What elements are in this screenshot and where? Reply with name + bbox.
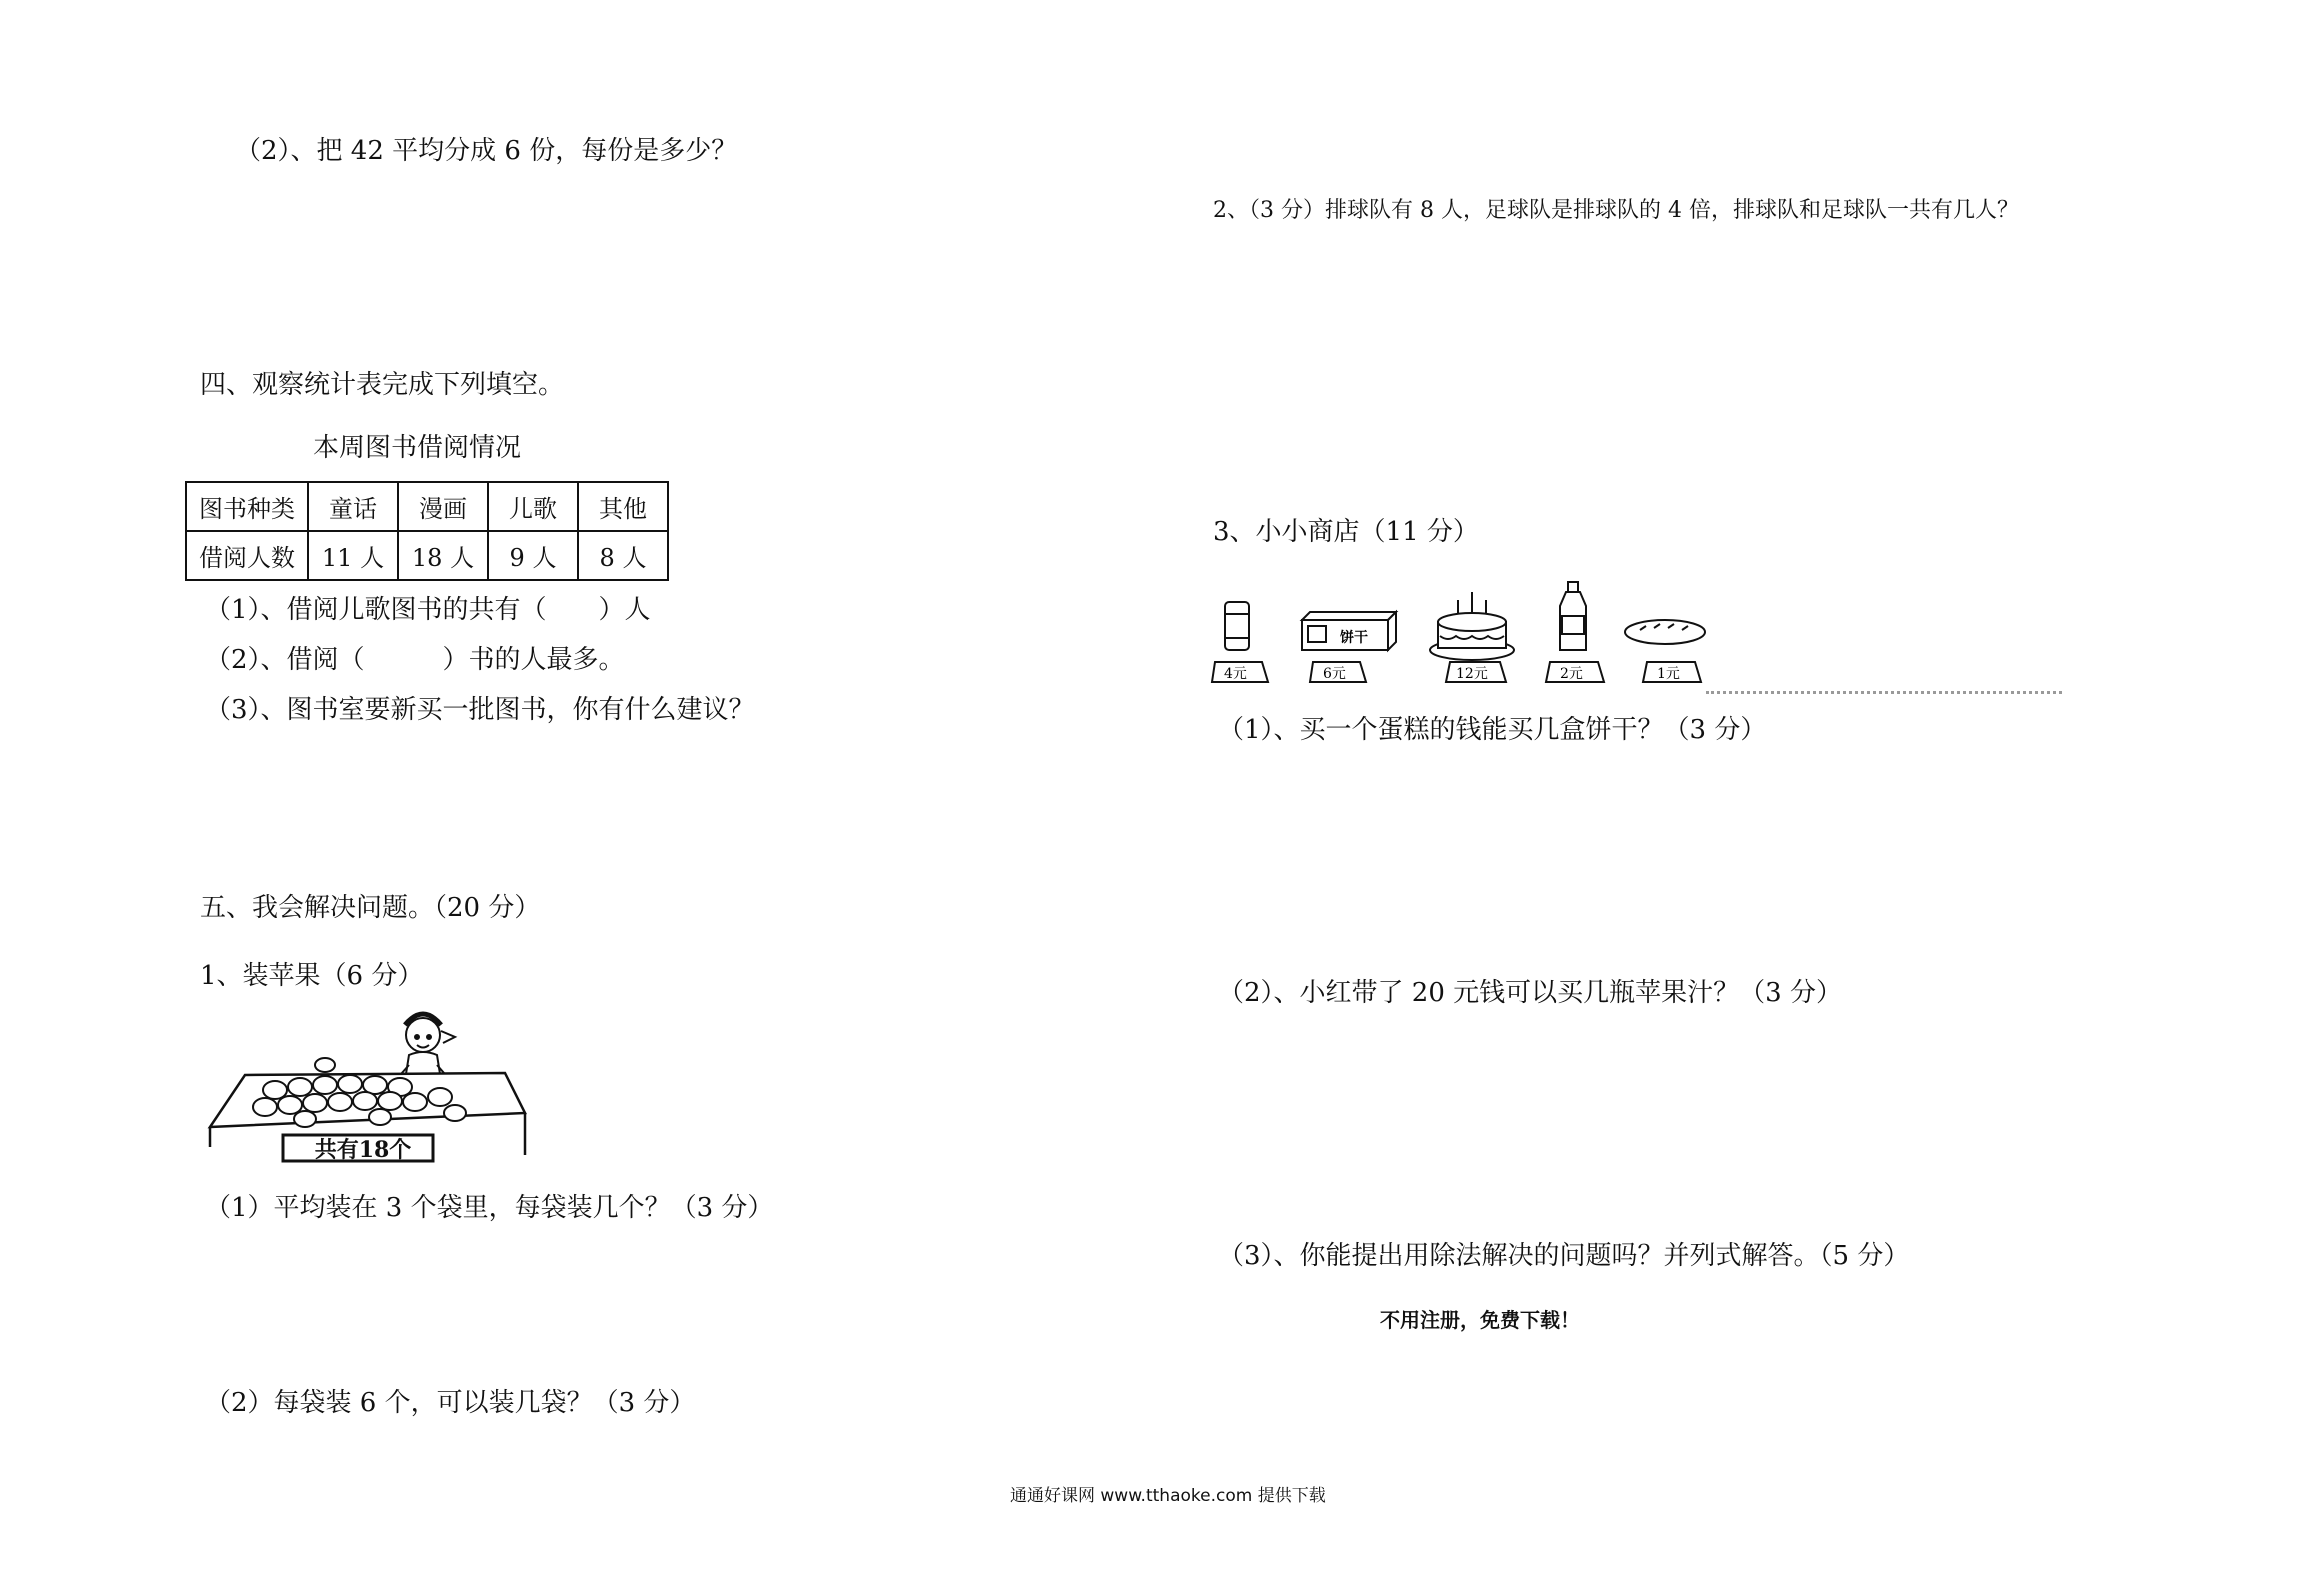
section-4-question-3: （3）、图书室要新买一批图书，你有什么建议？ <box>205 695 755 725</box>
problem-1-question-2: （2）每袋装 6 个，可以装几袋？（3 分） <box>205 1388 696 1418</box>
table-cell: 图书种类 <box>186 482 308 531</box>
section-4-question-1: （1）、借阅儿歌图书的共有（ ）人 <box>205 595 651 625</box>
shop-items <box>1210 570 1730 690</box>
table-cell: 儿歌 <box>488 482 578 531</box>
section-4-title: 四、观察统计表完成下列填空。 <box>200 370 565 400</box>
borrowing-stats-table <box>185 481 669 581</box>
problem-2-text: 2、（3 分）排球队有 8 人，足球队是排球队的 4 倍，排球队和足球队一共有几人？ <box>1213 198 2019 223</box>
price-tag: 6元 <box>1323 666 1346 682</box>
problem-3-question-3: （3）、你能提出用除法解决的问题吗？并列式解答。（5 分） <box>1218 1241 1910 1271</box>
cake-icon <box>1430 592 1514 660</box>
table-title: 本周图书借阅情况 <box>313 433 522 463</box>
problem-1-question-1: （1）平均装在 3 个袋里，每袋装几个？（3 分） <box>205 1193 774 1223</box>
juice-can-icon <box>1225 602 1249 650</box>
svg-text:饼干: 饼干 <box>1340 630 1368 646</box>
problem-3-question-2: （2）、小红带了 20 元钱可以买几瓶苹果汁？（3 分） <box>1218 978 1842 1008</box>
bottle-icon <box>1560 582 1586 650</box>
table-cell: 8 人 <box>578 531 668 580</box>
bread-icon <box>1625 620 1705 644</box>
section-4-question-2: （2）、借阅（ ）书的人最多。 <box>205 645 625 675</box>
table-cell: 漫画 <box>398 482 488 531</box>
table-row <box>186 531 668 580</box>
dotted-divider <box>1706 691 2062 694</box>
price-tag: 12元 <box>1456 666 1488 682</box>
free-download-notice: 不用注册，免费下载！ <box>1380 1308 1580 1332</box>
question-2-divide-42: （2）、把 42 平均分成 6 份，每份是多少？ <box>235 136 738 166</box>
table-cell: 11 人 <box>308 531 398 580</box>
price-tag: 2元 <box>1560 666 1583 682</box>
table-cell: 其他 <box>578 482 668 531</box>
apple-count-sign: 共有18个 <box>314 1137 412 1163</box>
footer-text: 通通好课网 www.tthaoke.com 提供下载 <box>1010 1486 1326 1506</box>
table-header-row <box>186 482 668 531</box>
table-cell: 童话 <box>308 482 398 531</box>
table-cell: 借阅人数 <box>186 531 308 580</box>
price-tag: 1元 <box>1657 666 1680 682</box>
problem-1-title: 1、装苹果（6 分） <box>200 961 424 991</box>
section-5-title: 五、我会解决问题。（20 分） <box>200 893 541 923</box>
table-cell: 9 人 <box>488 531 578 580</box>
problem-3-title: 3、小小商店（11 分） <box>1213 517 1479 547</box>
table-cell: 18 人 <box>398 531 488 580</box>
problem-3-question-1: （1）、买一个蛋糕的钱能买几盒饼干？（3 分） <box>1218 715 1767 745</box>
price-tag: 4元 <box>1224 666 1247 682</box>
